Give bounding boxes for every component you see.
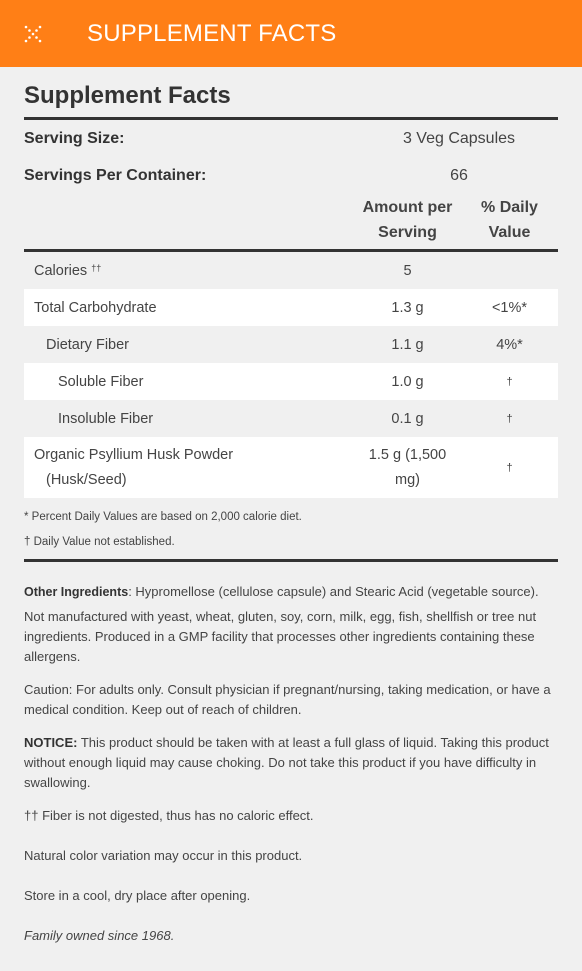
storage-note: Store in a cool, dry place after opening. [24, 888, 251, 903]
divider [24, 559, 558, 562]
nutrient-row-total-carbohydrate: Total Carbohydrate 1.3 g <1%* [24, 289, 558, 326]
color-note: Natural color variation may occur in this product. [24, 848, 303, 863]
close-x-icon[interactable] [24, 25, 42, 43]
serving-size-value: 3 Veg Capsules [402, 129, 516, 147]
allergen-statement: Not manufactured with yeast, wheat, gluten, soy, corn, milk, egg, fish, shellfish or tree nut ingredients. Produced in a GMP facility that processes other ingredients containing these allergens. [24, 609, 537, 664]
servings-per-container-row [24, 157, 558, 194]
family-note: Family owned since 1968. [24, 928, 175, 943]
facts-title: Supplement Facts [24, 82, 231, 109]
serving-size-row [24, 120, 558, 157]
column-header-row [24, 194, 558, 249]
nutrient-row-psyllium-husk: Organic Psyllium Husk Powder (Husk/Seed) 1.5 g (1,500 mg) † [24, 437, 558, 498]
nutrient-row-calories: Calories †† 5 [34, 262, 412, 279]
caution-statement: Caution: For adults only. Consult physician if pregnant/nursing, taking medication, or have a medical condition. Keep out of reach of children. [24, 682, 551, 717]
daily-value-column-header: % Daily Value [481, 199, 538, 241]
other-ingredients: Other Ingredients: Hypromellose (cellulose capsule) and Stearic Acid (vegetable source). [24, 584, 539, 599]
footnote-daily-values: * Percent Daily Values are based on 2,000 calorie diet. [24, 511, 302, 523]
notice-statement: NOTICE: This product should be taken with at least a full glass of liquid. Taking this product without enough liquid may cause choking. Do not take this product if you have difficulty in swallowing. [24, 735, 549, 790]
amount-column-header: Amount per Serving [362, 199, 453, 241]
servings-per-container-label: Servings Per Container: [24, 166, 207, 184]
nutrient-row-soluble-fiber: Soluble Fiber 1.0 g † [24, 363, 558, 400]
fiber-note: †† Fiber is not digested, thus has no caloric effect. [24, 808, 314, 823]
serving-size-label: Serving Size: [24, 129, 125, 147]
nutrient-row-insoluble-fiber: Insoluble Fiber 0.1 g † [58, 410, 513, 427]
servings-per-container-value: 66 [450, 166, 468, 184]
supplement-facts-panel [24, 67, 558, 562]
header-title: SUPPLEMENT FACTS [87, 20, 337, 47]
header-bar [0, 0, 582, 67]
footnote-not-established: † Daily Value not established. [24, 536, 175, 548]
nutrient-row-dietary-fiber: Dietary Fiber 1.1 g 4%* [46, 336, 523, 353]
